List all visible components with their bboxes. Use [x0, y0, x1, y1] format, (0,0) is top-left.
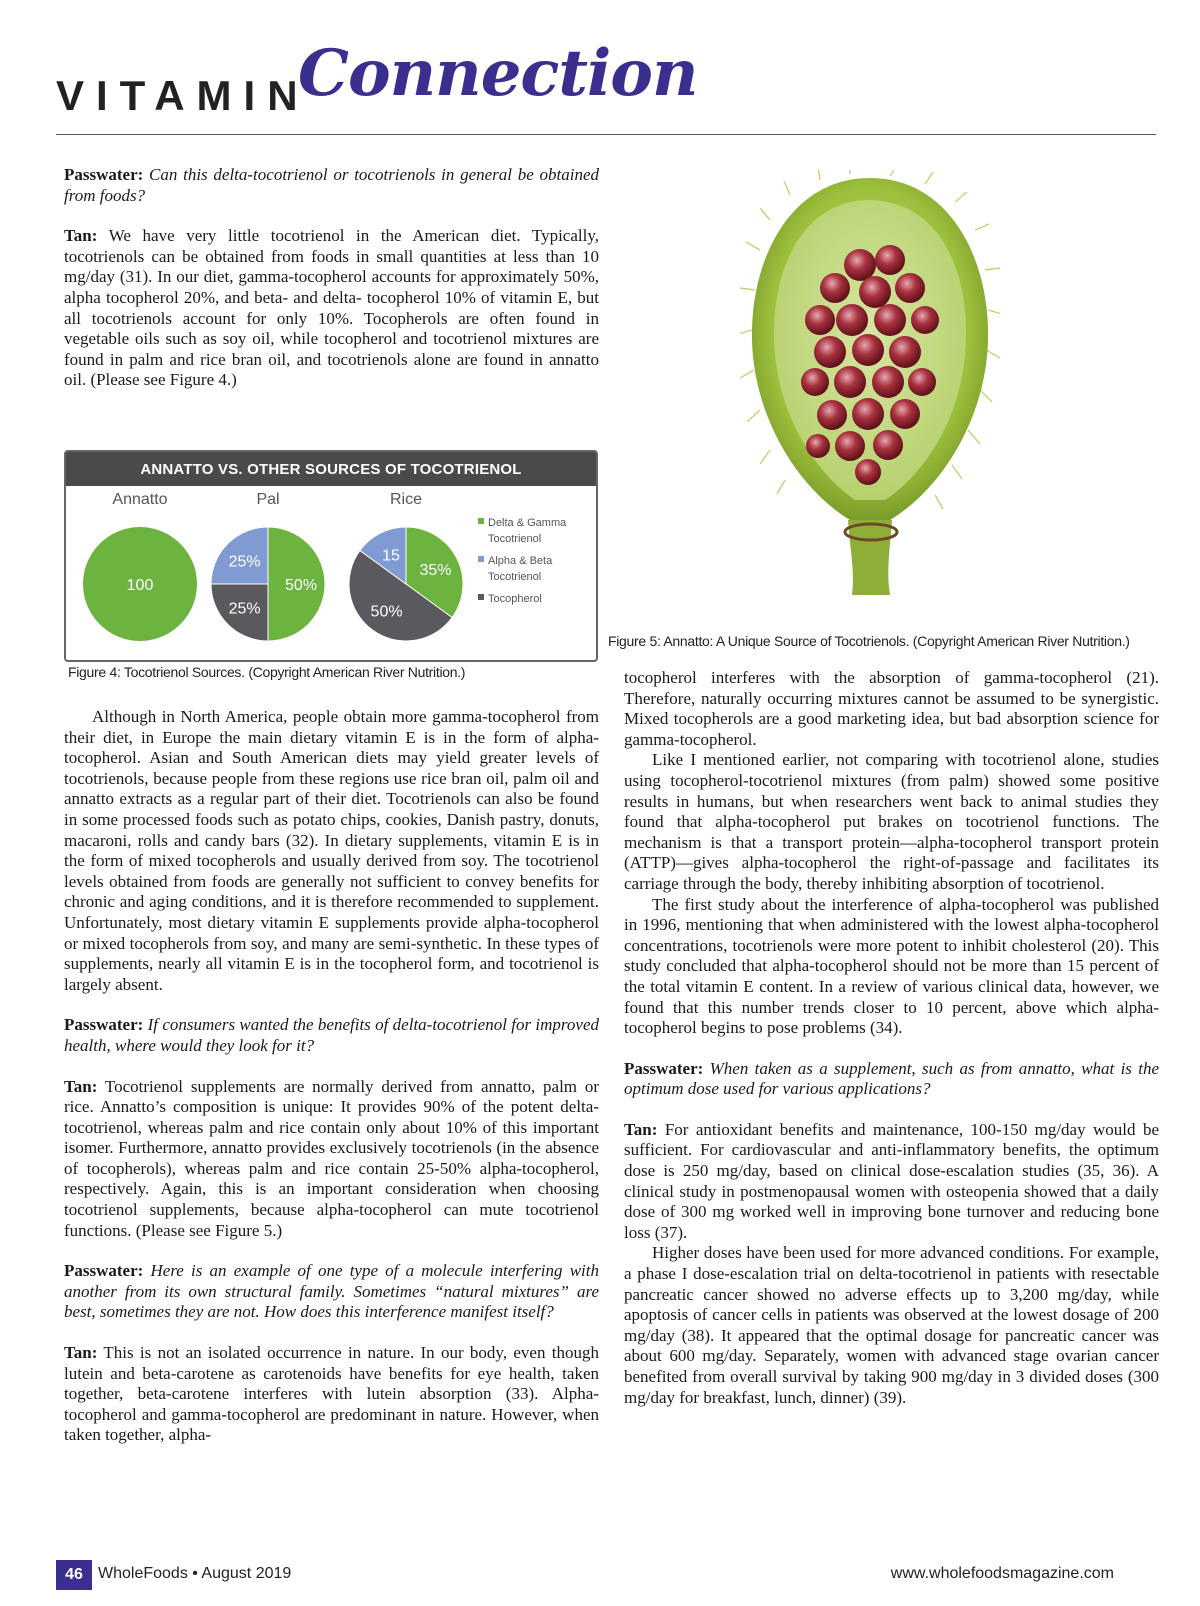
speaker-label: Passwater:	[64, 1261, 144, 1281]
question-4	[624, 1059, 1159, 1100]
speaker-label: Tan:	[64, 226, 98, 246]
chart-canvas	[66, 486, 596, 658]
masthead-title-script: Connection	[298, 36, 698, 111]
answer-4	[624, 1120, 1159, 1244]
masthead-title-word: VITAMIN	[56, 72, 310, 119]
paragraph: Although in North America, people obtain more gamma-tocopherol from their diet, in Europe the main dietary vitamin E is in the form of alpha-tocopherol. Asian and South American diets may yield greater levels of tocotrienols, because people from these regions use rice bran oil, palm oil and annatto extracts as a regular part of their diet. Tocotrienols can also be found in some processed foods such as potato chips, cookies, Danish pastry, donuts, macaroni, rolls and candy bars (32). In dietary supplements, vitamin E is in the form of mixed tocopherols and usually derived from soy. The tocotrienol levels obtained from foods are generally not sufficient to convey benefits for chronic and aging conditions, and it is therefore recommended to supplement. Unfortunately, most dietary vitamin E supplements provide alpha-tocopherol or mixed tocopherols from soy, and many are semi-synthetic. In these types of supplements, nearly all vitamin E is in the tocopherol form, and tocotrienol is largely absent.	[64, 707, 599, 994]
answer-1	[64, 226, 599, 391]
paragraph: Like I mentioned earlier, not comparing with tocotrienol alone, studies using tocopherol-tocotrienol mixtures (from palm) showed some positive results in humans, but when researchers went back to animal studies they found that alpha-tocopherol put brakes on tocotrienol functions. The mechanism is that a transport protein—alpha-tocopherol transport protein (ATTP)—gives alpha-tocopherol the right-of-passage and facilitates its carriage through the body, thereby inhibiting absorption of tocotrienol.	[624, 750, 1159, 893]
speaker-label: Passwater:	[64, 1015, 144, 1035]
pie-data-label: 50%	[370, 603, 403, 621]
masthead	[56, 30, 1156, 140]
speaker-label: Tan:	[64, 1343, 98, 1363]
answer-3	[64, 1343, 599, 1446]
figure-4-chart	[64, 450, 598, 662]
figure-5-caption: Figure 5: Annatto: A Unique Source of Tocotrienols. (Copyright American River Nutrition.)	[608, 633, 1130, 649]
speaker-label: Passwater:	[624, 1058, 704, 1078]
chart-title: ANNATTO VS. OTHER SOURCES OF TOCOTRIENOL	[66, 452, 596, 486]
paragraph: Higher doses have been used for more advanced conditions. For example, a phase I dose-escalation trial on delta-tocotrienol in patients with resectable pancreatic cancer showed no adverse effects up to 3,200 mg/day, while apoptosis of cancer cells in patients was observed at the lowest dosage of 200 mg/day (38). It appeared that the optimal dosage for pancreatic cancer was about 600 mg/day. Separately, women with advanced stage ovarian cancer benefited from overall survival by taking 900 mg/day in 3 divided doses (300 mg/day for breakfast, lunch, dinner) (39).	[624, 1243, 1159, 1407]
speaker-label: Tan:	[624, 1119, 658, 1139]
question-1	[64, 165, 599, 206]
answer-2	[64, 1077, 599, 1242]
question-2	[64, 1015, 599, 1056]
pie-data-label: 25%	[228, 553, 261, 571]
pie-data-label: 15	[382, 547, 400, 565]
left-column-top	[64, 165, 599, 391]
annatto-pod-photo	[740, 170, 1000, 600]
legend-swatch	[478, 594, 484, 600]
answer-text: We have very little tocotrienol in the American diet. Typically, tocotrienols can be obtained from foods in small quantities at less than 10 mg/day (31). In our diet, gamma-tocopherol accounts for approximately 50%, alpha tocopherol 20%, and beta- and delta- tocopherol 10% of vitamin E, but all tocotrienols account for only 10%. Tocopherols are often found in vegetable oils such as soy oil, while tocopherol and tocotrienol mixtures are found in palm and rice bran oil, and tocotrienols alone are found in annatto oil. (Please see Figure 4.)	[64, 226, 599, 390]
answer-text: This is not an isolated occurrence in nature. In our body, even though lutein and beta-carotene as carotenoids have benefits for eye health, taken together, beta-carotene interferes with lutein absorption (33). Alpha-tocopherol and gamma-tocopherol are predominant in nature. However, when taken together, alpha-	[64, 1343, 599, 1445]
question-text: When taken as a supplement, such as from annatto, what is the optimum dose used for various applications?	[624, 1058, 1159, 1099]
speaker-label: Passwater:	[64, 165, 144, 184]
page-number: 46	[56, 1560, 92, 1590]
legend-entry: Alpha & Beta Tocotrienol	[488, 555, 553, 583]
speaker-label: Tan:	[64, 1076, 98, 1096]
question-3	[64, 1261, 599, 1323]
left-column-bottom	[64, 707, 599, 1446]
answer-text: Tocotrienol supplements are normally derived from annatto, palm or rice. Annatto’s composition is unique: It provides 90% of the potent delta-tocotrienol, whereas palm and rice contain only about 10% of this important isomer. Furthermore, annatto provides exclusively tocotrienols (in the absence of tocopherols), whereas palm and rice contain 25-50% alpha-tocopherol, respectively. Again, this is an important consideration when choosing tocotrienol supplements, because alpha-tocopherol can mute tocotrienol functions. (Please see Figure 5.)	[64, 1076, 599, 1240]
pie-data-label: 100	[126, 577, 154, 594]
question-text: If consumers wanted the benefits of delta-tocotrienol for improved health, where would they look for it?	[64, 1015, 599, 1055]
pie-title: Pal	[256, 491, 280, 508]
pie-data-label: 35%	[419, 561, 452, 579]
right-column	[624, 668, 1159, 1408]
legend-swatch	[478, 556, 484, 562]
question-text: Here is an example of one type of a molecule interfering with another from its own structural family. Sometimes “natural mixtures” are best, sometimes they are not. How does this interference manifest itself?	[64, 1261, 599, 1322]
figure-4-caption: Figure 4: Tocotrienol Sources. (Copyright American River Nutrition.)	[68, 664, 466, 680]
question-text: Can this delta-tocotrienol or tocotrienols in general be obtained from foods?	[64, 165, 599, 205]
publication-line: WholeFoods • August 2019	[98, 1565, 292, 1582]
pie-data-label: 25%	[228, 600, 261, 618]
pie-title: Annatto	[112, 491, 168, 508]
answer-text: For antioxidant benefits and maintenance, 100-150 mg/day would be sufficient. For cardiovascular and anti-inflammatory benefits, the optimum dose is 250 mg/day, based on clinical dose-escalation studies (35, 36). A clinical study in postmenopausal women with osteopenia showed that a daily dose of 300 mg worked well in improving bone turnover and reducing bone loss (37).	[624, 1119, 1159, 1242]
legend-entry: Tocopherol	[488, 593, 542, 605]
masthead-rule	[56, 134, 1156, 135]
paragraph: The first study about the interference of alpha-tocopherol was published in 1996, mentioning that when administered with the lowest alpha-tocopherol concentrations, tocotrienols were more potent to inhibit cholesterol (20). This study concluded that alpha-tocopherol should not be more than 15 percent of the total vitamin E content. In a review of various clinical data, however, we found that this number trends closer to 10 percent, above which alpha-tocopherol begins to pose problems (34).	[624, 894, 1159, 1038]
pie-data-label: 50%	[285, 577, 318, 594]
legend-swatch	[478, 518, 484, 524]
legend-entry: Delta & Gamma Tocotrienol	[488, 517, 567, 545]
paragraph: tocopherol interferes with the absorption of gamma-tocopherol (21). Therefore, naturally occurring mixtures cannot be assumed to be synergistic. Mixed tocopherols are a good marketing idea, but bad absorption science for gamma-tocopherol.	[624, 668, 1159, 749]
pie-title: Rice	[389, 491, 423, 508]
website-url: www.wholefoodsmagazine.com	[890, 1565, 1114, 1582]
